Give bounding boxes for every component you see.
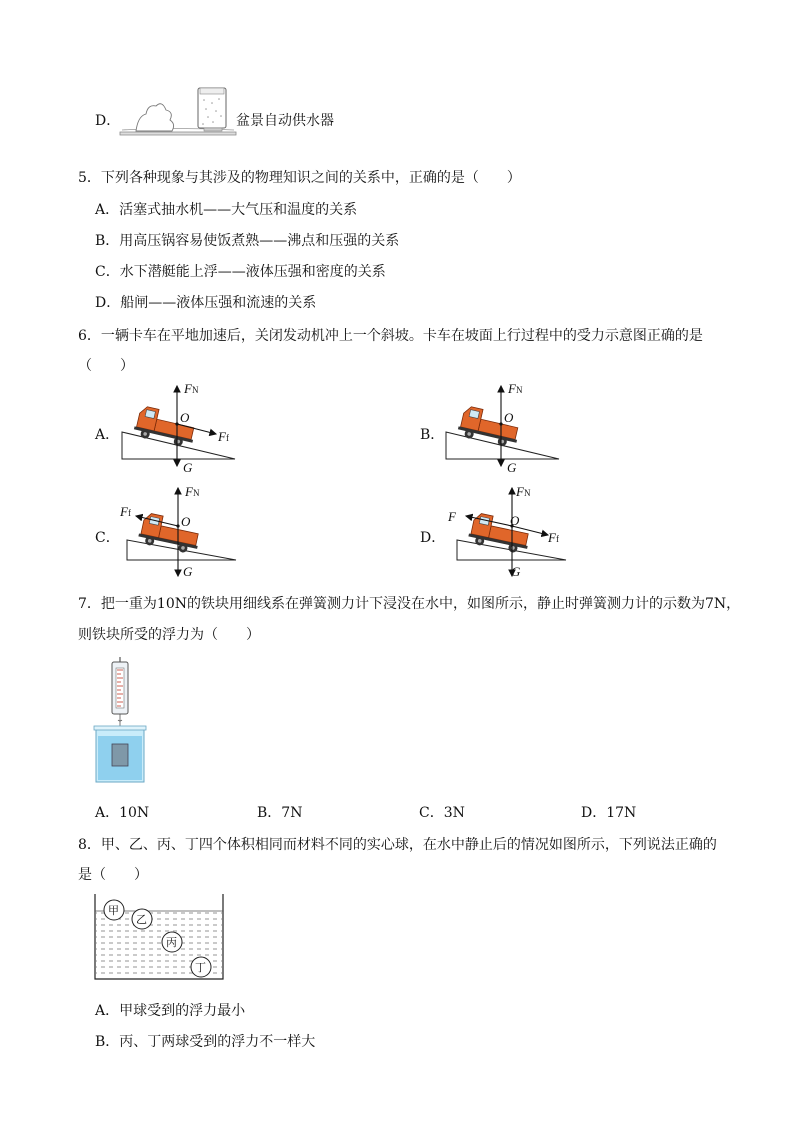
q8-stem-line1: 8．甲、乙、丙、丁四个体积相同而材料不同的实心球，在水中静止后的情况如图所示，下列说法正确的 (78, 837, 717, 853)
q5-stem: 5．下列各种现象与其涉及的物理知识之间的关系中，正确的是（ ） (78, 170, 521, 186)
diagram-b-g-label: G (507, 460, 517, 475)
q4-option-d-letter: D． (95, 113, 121, 129)
diagram-d-ff-label: Ff (548, 530, 559, 545)
truck-diagram-a (118, 378, 243, 478)
diagram-d-fn-label: FN (516, 484, 531, 499)
q7-stem-line2: 则铁块所受的浮力为（ ） (78, 627, 260, 643)
q5-option-d: D．船闸——液体压强和流速的关系 (95, 295, 317, 311)
ball-bing-label: 丙 (166, 936, 177, 949)
bonsai-water-dispenser-figure (118, 86, 238, 136)
diagram-b-fn-label: FN (508, 381, 523, 396)
q6-option-c-letter: C． (95, 530, 120, 546)
q6-stem-line1: 6．一辆卡车在平地加速后，关闭发动机冲上一个斜坡。卡车在坡面上行过程中的受力示意图正确的是 (78, 328, 703, 344)
ball-yi-label: 乙 (136, 913, 147, 926)
q6-option-a-letter: A． (95, 427, 120, 443)
diagram-c-fn-label: FN (185, 484, 200, 499)
diagram-b-o-label: O (504, 410, 514, 425)
q6-option-d-letter: D． (420, 530, 446, 546)
q6-option-b-letter: B． (420, 427, 445, 443)
diagram-c-o-label: O (181, 514, 191, 529)
truck-diagram-b (442, 378, 567, 478)
q8-option-a: A．甲球受到的浮力最小 (95, 1003, 246, 1019)
diagram-d-g-label: G (511, 564, 521, 579)
diagram-d-o-label: O (510, 513, 520, 528)
truck-diagram-c (118, 484, 243, 584)
q5-option-a: A．活塞式抽水机——大气压和温度的关系 (95, 202, 358, 218)
q7-option-d: D．17N (581, 805, 637, 821)
q5-option-b: B．用高压锅容易使饭煮熟——沸点和压强的关系 (95, 233, 400, 249)
q8-option-b: B．丙、丁两球受到的浮力不一样大 (95, 1034, 316, 1050)
diagram-d-f-label: F (448, 509, 456, 524)
ball-ding-label: 丁 (195, 961, 206, 974)
q6-stem-line2: （ ） (78, 358, 134, 374)
q7-option-b: B．7N (257, 805, 303, 821)
diagram-a-fn-label: FN (184, 381, 199, 396)
diagram-a-o-label: O (180, 410, 190, 425)
diagram-a-g-label: G (183, 460, 193, 475)
q5-option-c: C．水下潜艇能上浮——液体压强和密度的关系 (95, 264, 386, 280)
q7-option-c: C．3N (419, 805, 465, 821)
q8-stem-line2: 是（ ） (78, 867, 148, 883)
diagram-a-ff-label: Ff (218, 429, 229, 444)
q4-option-d-caption: 盆景自动供水器 (236, 113, 334, 129)
diagram-c-g-label: G (183, 564, 193, 579)
ball-jia-label: 甲 (108, 904, 119, 917)
q7-stem-line1: 7．把一重为10N的铁块用细线系在弹簧测力计下浸没在水中，如图所示，静止时弹簧测力计的示数为7N， (78, 596, 741, 612)
q7-option-a: A．10N (95, 805, 150, 821)
diagram-c-ff-label: Ff (120, 504, 131, 519)
spring-scale-beaker-figure (92, 656, 152, 786)
